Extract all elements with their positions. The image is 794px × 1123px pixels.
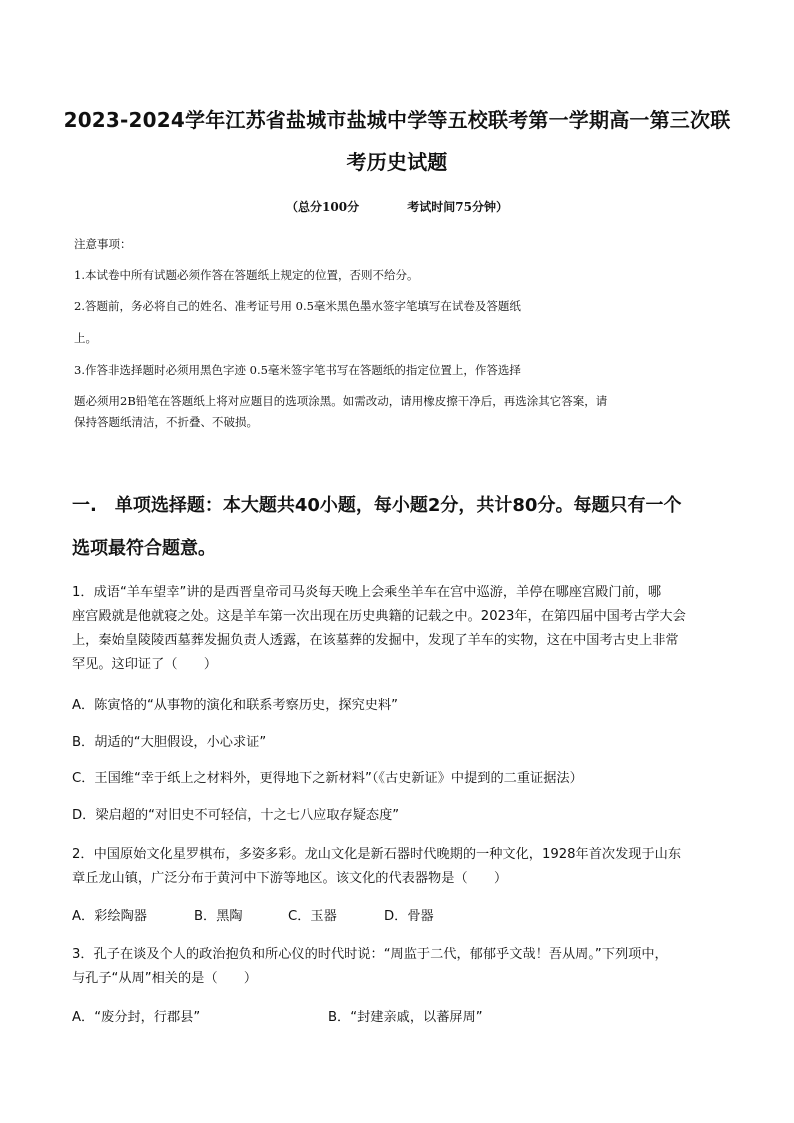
question-1-line: 座宫殿就是他就寝之处。这是羊车第一次出现在历史典籍的记载之中。2023年，在第四届中国考古学大会 xyxy=(72,609,686,624)
question-1-option-a: A．陈寅恪的“从事物的演化和联系考察历史，探究史料” xyxy=(72,698,398,713)
note-line: 1.本试卷中所有试题必须作答在答题纸上规定的位置，否则不给分。 xyxy=(74,268,419,282)
exam-title-line2: 考历史试题 xyxy=(346,150,448,174)
question-3-line: 与孔子“从周”相关的是（ ） xyxy=(72,971,258,986)
question-1-option-d: D．梁启超的“对旧史不可轻信，十之七八应取存疑态度” xyxy=(72,808,400,823)
section-heading-line2: 选项最符合题意。 xyxy=(72,538,216,559)
total-score: （总分100分 xyxy=(286,200,360,214)
exam-time: 考试时间75分钟） xyxy=(407,200,508,214)
note-line: 保持答题纸清洁，不折叠、不破损。 xyxy=(74,415,258,429)
note-line: 3.作答非选择题时必须用黑色字迹 0.5毫米签字笔书写在答题纸的指定位置上，作答选择 xyxy=(74,363,521,377)
question-1-option-b: B．胡适的“大胆假设，小心求证” xyxy=(72,735,267,750)
note-line: 上。 xyxy=(74,331,97,345)
question-3-line: 3．孔子在谈及个人的政治抱负和所心仪的时代时说：“周监于二代，郁郁乎文哉！吾从周。”下列项中， xyxy=(72,947,668,962)
question-1-option-c: C．王国维“幸于纸上之材料外，更得地下之新材料”（《古史新证》中提到的二重证据法） xyxy=(72,771,583,786)
question-2-line: 章丘龙山镇，广泛分布于黄河中下游等地区。该文化的代表器物是（ ） xyxy=(72,871,508,886)
note-line: 题必须用2B铅笔在答题纸上将对应题目的选项涂黑。如需改动，请用橡皮擦干净后，再选涂其它答案，请 xyxy=(74,394,608,408)
question-2-option-a: A．彩绘陶器 xyxy=(72,909,147,924)
question-1-line: 1．成语“羊车望幸”讲的是西晋皇帝司马炎每天晚上会乘坐羊车在宫中巡游，羊停在哪座宫殿门前，哪 xyxy=(72,585,662,600)
question-1-line: 上，秦始皇陵陵西墓葬发掘负责人透露，在该墓葬的发掘中，发现了羊车的实物，这在中国考古史上非常 xyxy=(72,633,679,648)
question-2-option-d: D．骨器 xyxy=(384,909,434,924)
note-line: 2.答题前，务必将自己的姓名、准考证号用 0.5毫米黑色墨水签字笔填写在试卷及答题纸 xyxy=(74,299,521,313)
question-2-option-b: B．黑陶 xyxy=(194,909,243,924)
question-2-option-c: C．玉器 xyxy=(288,909,337,924)
question-2-line: 2．中国原始文化星罗棋布，多姿多彩。龙山文化是新石器时代晚期的一种文化，1928年首次发现于山东 xyxy=(72,847,682,862)
exam-title-line1: 2023-2024学年江苏省盐城市盐城中学等五校联考第一学期高一第三次联 xyxy=(63,108,731,132)
question-3-option-b: B．“封建亲戚，以蕃屏周” xyxy=(328,1010,483,1025)
notes-heading: 注意事项： xyxy=(74,237,132,251)
section-heading-line1: 一. 单项选择题：本大题共40小题，每小题2分，共计80分。每题只有一个 xyxy=(72,495,682,516)
exam-info xyxy=(0,198,794,215)
question-3-option-a: A．“废分封，行郡县” xyxy=(72,1010,201,1025)
question-1-line: 罕见。这印证了（ ） xyxy=(72,657,218,672)
